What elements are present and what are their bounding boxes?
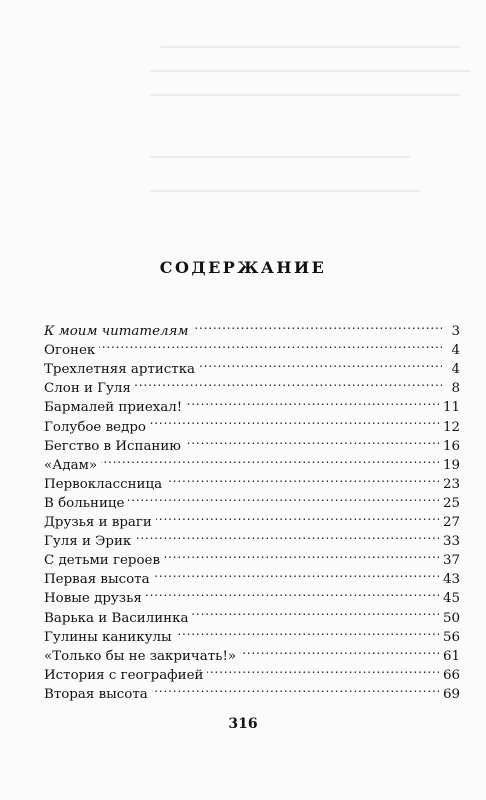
dot-leader xyxy=(150,411,439,430)
toc-entry-title: История с географией xyxy=(44,667,204,683)
dot-leader xyxy=(135,526,439,545)
toc-entry-page: 61 xyxy=(442,648,460,664)
dot-leader xyxy=(186,392,439,411)
toc-title: СОДЕРЖАНИЕ xyxy=(159,258,327,277)
bleed-through-line xyxy=(150,156,410,158)
toc-entry-page: 33 xyxy=(442,534,460,550)
toc-entry-page: 66 xyxy=(442,667,460,683)
dot-leader xyxy=(199,354,442,373)
dot-leader xyxy=(152,679,439,698)
toc-entry-title: Вторая высота xyxy=(44,686,148,702)
toc-entry-title: Огонек xyxy=(44,343,96,359)
toc-entry xyxy=(44,354,460,378)
toc-entry xyxy=(44,335,460,359)
dot-leader xyxy=(185,431,439,450)
toc-entry xyxy=(44,450,460,473)
dot-leader xyxy=(192,602,439,621)
toc-entry-page: 23 xyxy=(442,476,460,492)
toc-entry-page: 45 xyxy=(442,591,460,607)
dot-leader xyxy=(164,545,439,564)
dot-leader xyxy=(128,488,439,507)
toc-entry-title: Бармалей приехал! xyxy=(44,400,183,416)
dot-leader xyxy=(101,450,439,469)
toc-entry-page: 25 xyxy=(442,495,460,511)
dot-leader xyxy=(154,564,439,583)
toc-entry-title: «Адам» xyxy=(44,457,98,473)
toc-entry-title: Бегство в Испанию xyxy=(44,438,181,454)
toc-entry-page: 4 xyxy=(451,343,460,359)
toc-entry-page: 12 xyxy=(442,419,460,435)
toc-entry-title: Новые друзья xyxy=(44,591,142,607)
toc-entry-page: 50 xyxy=(442,610,460,626)
bleed-through-line xyxy=(150,70,470,72)
toc-entry-title: С детьми героев xyxy=(44,553,161,569)
dot-leader xyxy=(146,583,439,602)
toc-entry-page: 27 xyxy=(442,515,460,531)
toc-entry-page: 69 xyxy=(442,686,460,702)
toc-entry-page: 4 xyxy=(451,362,460,378)
toc-entry-title: Варька и Василинка xyxy=(44,610,189,626)
toc-entry-title: Голубое ведро xyxy=(44,419,146,435)
toc-list xyxy=(44,316,460,702)
toc-entry-title: Гулины каникулы xyxy=(44,629,172,645)
toc-entry-page: 8 xyxy=(451,381,460,397)
dot-leader xyxy=(99,335,442,354)
toc-entry xyxy=(44,469,460,492)
bleed-through-line xyxy=(150,94,460,96)
toc-entry-title: Слон и Гуля xyxy=(44,381,131,397)
toc-entry-page: 43 xyxy=(442,572,460,588)
toc-entry-title: Первая высота xyxy=(44,572,150,588)
toc-entry-page: 37 xyxy=(442,553,460,569)
toc-entry-title: К моим читателям xyxy=(44,324,189,340)
toc-entry-title: Гуля и Эрик xyxy=(44,534,132,550)
toc-entry-title: Трехлетняя артистка xyxy=(44,362,196,378)
toc-entry-title: Первоклассница xyxy=(44,476,163,492)
toc-entry-title: «Только бы не закричать!» xyxy=(44,648,237,664)
toc-entry-page: 11 xyxy=(442,400,460,416)
bleed-through-line xyxy=(160,46,460,48)
dot-leader xyxy=(156,507,439,526)
toc-entry-page: 19 xyxy=(442,457,460,473)
dot-leader xyxy=(176,622,439,641)
bleed-through-line xyxy=(150,190,420,192)
dot-leader xyxy=(207,660,439,679)
dot-leader xyxy=(135,373,442,392)
toc-entry xyxy=(44,316,460,340)
toc-entry-page: 56 xyxy=(442,629,460,645)
toc-entry-page: 3 xyxy=(451,324,460,340)
dot-leader xyxy=(193,316,442,335)
dot-leader xyxy=(240,641,439,660)
page-number: 316 xyxy=(228,716,258,732)
toc-entry-title: Друзья и враги xyxy=(44,515,152,531)
dot-leader xyxy=(166,469,439,488)
toc-entry-title: В больнице xyxy=(44,495,125,511)
toc-entry-page: 16 xyxy=(442,438,460,454)
